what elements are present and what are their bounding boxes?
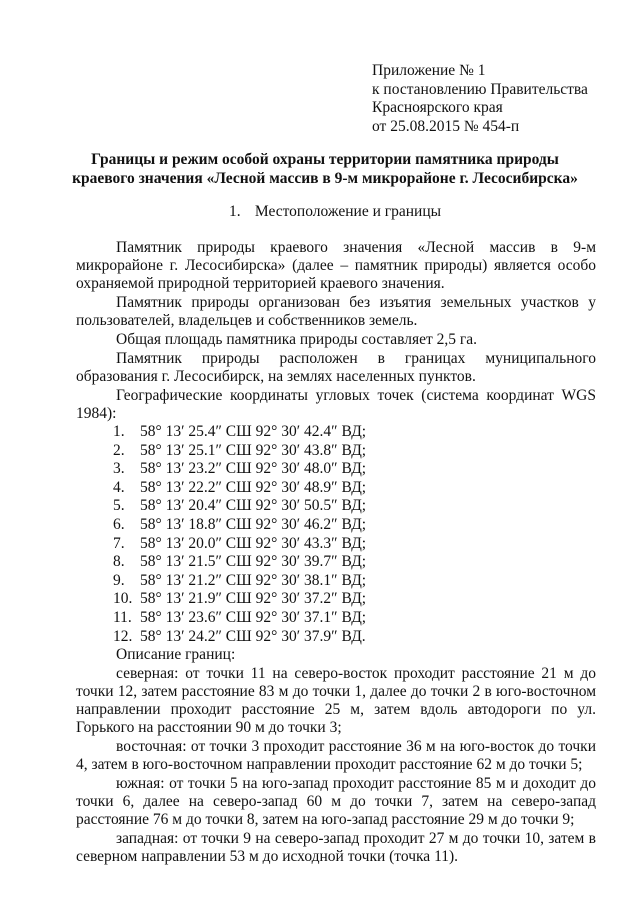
border-south: южная: от точки 5 на юго-запад проходит расстояние 85 м и доходит до точки 6, далее на северо-запад 60 м до точки 7, затем на северо-запад расстояние 76 м до точки 8, затем на юго-запад расстояние 29 м до точки 9; bbox=[76, 775, 596, 829]
coordinate-item: 10. 58° 13′ 21.9″ СШ 92° 30′ 37.2″ ВД; bbox=[113, 590, 367, 608]
section-heading bbox=[229, 203, 441, 221]
border-north: северная: от точки 11 на северо-восток проходит расстояние 21 м до точки 12, затем расстояние 83 м до точки 1, далее до точки 2 в юго-восточном направлении проходит расстояние 25 м, затем вдоль автодороги по ул. Горького на расстоянии 90 м до точки 3; bbox=[76, 665, 596, 737]
coordinate-item: 3. 58° 13′ 23.2″ СШ 92° 30′ 48.0″ ВД; bbox=[113, 460, 367, 478]
coordinate-item: 4. 58° 13′ 22.2″ СШ 92° 30′ 48.9″ ВД; bbox=[113, 478, 367, 496]
coordinate-item: 1. 58° 13′ 25.4″ СШ 92° 30′ 42.4″ ВД; bbox=[113, 423, 367, 440]
borders-label: Описание границ: bbox=[116, 646, 236, 664]
coordinates-list bbox=[76, 423, 596, 646]
paragraph-organization: Памятник природы организован без изъятия земельных участков у пользователей, владельцев и собственников земель. bbox=[76, 294, 596, 329]
paragraph-area: Общая площадь памятника природы составляет 2,5 га. bbox=[116, 331, 478, 348]
appendix-line: Красноярского края bbox=[372, 99, 503, 117]
appendix-line: к постановлению Правительства bbox=[372, 80, 588, 98]
paragraph-location: Памятник природы расположен в границах муниципального образования г. Лесосибирск, на землях населенных пунктов. bbox=[76, 350, 596, 385]
coordinate-item: 12. 58° 13′ 24.2″ СШ 92° 30′ 37.9″ ВД. bbox=[113, 627, 366, 645]
coordinate-item: 2. 58° 13′ 25.1″ СШ 92° 30′ 43.8″ ВД; bbox=[113, 441, 367, 459]
title-line-1: Границы и режим особой охраны территории памятника природы bbox=[91, 151, 559, 168]
coordinate-item: 11. 58° 13′ 23.6″ СШ 92° 30′ 37.1″ ВД; bbox=[113, 608, 367, 626]
coordinate-item: 8. 58° 13′ 21.5″ СШ 92° 30′ 39.7″ ВД; bbox=[113, 553, 367, 571]
coordinate-item: 7. 58° 13′ 20.0″ СШ 92° 30′ 43.3″ ВД; bbox=[113, 534, 367, 552]
document-body bbox=[76, 239, 596, 866]
paragraph-coordinates-intro: Географические координаты угловых точек (система координат WGS 1984): bbox=[76, 387, 596, 422]
title-line-2: краевого значения «Лесной массив в 9-м микрорайоне г. Лесосибирска» bbox=[72, 170, 578, 187]
coordinate-item: 6. 58° 13′ 18.8″ СШ 92° 30′ 46.2″ ВД; bbox=[113, 515, 367, 533]
document-title bbox=[40, 150, 610, 188]
border-east: восточная: от точки 3 проходит расстояние 36 м на юго-восток до точки 4, затем в юго-восточном направлении проходит расстояние 62 м до точки 5; bbox=[76, 738, 596, 774]
appendix-line: Приложение № 1 bbox=[372, 62, 486, 79]
appendix-block bbox=[372, 62, 588, 136]
paragraph-status: Памятник природы краевого значения «Лесной массив в 9-м микрорайоне г. Лесосибирска» (далее – памятник природы) является особо охраняемой природной территорией краевого значения. bbox=[76, 239, 596, 292]
border-west: западная: от точки 9 на северо-запад проходит 27 м до точки 10, затем в северном направлении 53 м до исходной точки (точка 11). bbox=[76, 830, 596, 866]
section-title: Местоположение и границы bbox=[254, 203, 442, 220]
coordinate-item: 9. 58° 13′ 21.2″ СШ 92° 30′ 38.1″ ВД; bbox=[113, 571, 367, 589]
appendix-line: от 25.08.2015 № 454-п bbox=[372, 117, 520, 135]
section-number: 1. bbox=[229, 203, 241, 220]
coordinate-item: 5. 58° 13′ 20.4″ СШ 92° 30′ 50.5″ ВД; bbox=[113, 497, 367, 515]
